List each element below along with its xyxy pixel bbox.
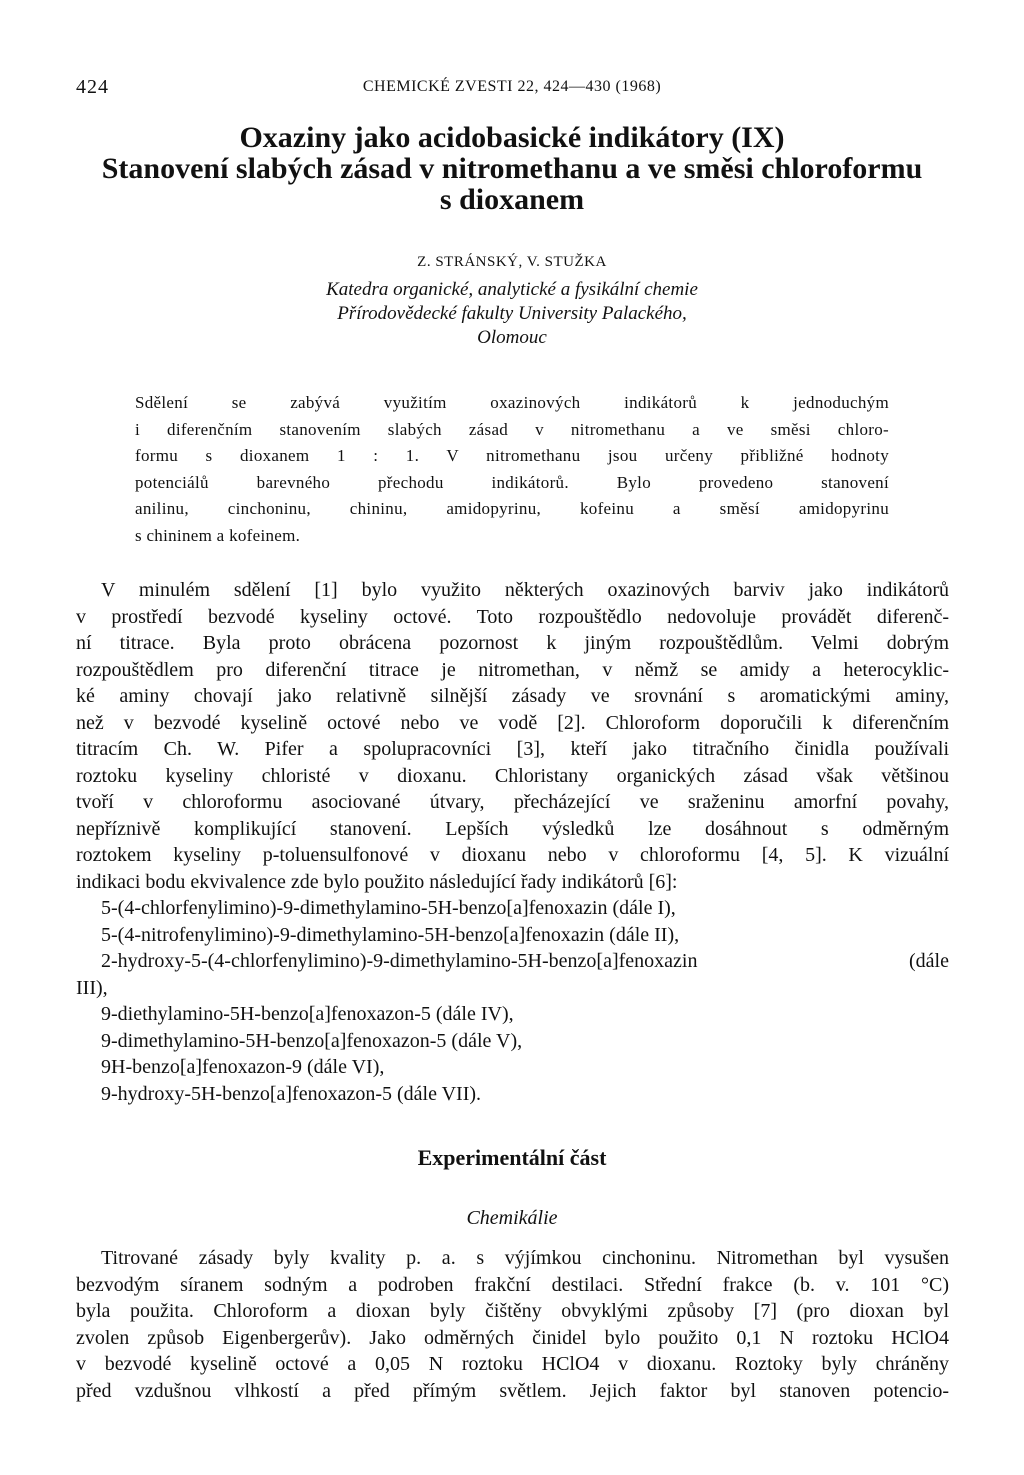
- body-line: v prostředí bezvodé kyseliny octové. Toto rozpouštědlo nedovoluje provádět diferenč-: [76, 605, 949, 628]
- section-heading: Experimentální část: [417, 1145, 607, 1170]
- affiliation-line: Olomouc: [477, 327, 547, 348]
- body-line: v bezvodé kyselině octové a 0,05 N roztoku HClO4 v dioxanu. Roztoky byly chráněny: [76, 1353, 949, 1375]
- journal-citation: CHEMICKÉ ZVESTI 22, 424—430 (1968): [362, 78, 662, 95]
- indicator-item: 5-(4-nitrofenylimino)-9-dimethylamino-5H-benzo[a]fenoxazin (dále II),: [101, 923, 680, 946]
- indicator-item: [76, 948, 949, 975]
- body-line: zvolen způsob Eigenbergerův). Jako odměrných činidel bylo použito 0,1 N roztoku HClO4: [76, 1326, 949, 1349]
- indicator-item: 5-(4-chlorfenylimino)-9-dimethylamino-5H-benzo[a]fenoxazin (dále I),: [101, 897, 676, 919]
- indicator-item: 9-dimethylamino-5H-benzo[a]fenoxazon-5 (dále V),: [101, 1029, 523, 1052]
- indicator-item: 9-diethylamino-5H-benzo[a]fenoxazon-5 (dále IV),: [101, 1003, 514, 1025]
- abstract-line: s chininem a kofeinem.: [135, 525, 301, 545]
- body-line: rozpouštědlem pro diferenční titrace je nitromethan, v němž se amidy a heterocyklic-: [76, 658, 949, 681]
- abstract-line: i diferenčním stanovením slabých zásad v nitromethanu a ve směsi chloro-: [135, 419, 889, 439]
- page-number: 424: [76, 76, 109, 98]
- body-chemicals: [76, 1245, 949, 1404]
- body-line: ní titrace. Byla proto obrácena pozornost k jiným rozpouštědlům. Velmi dobrým: [76, 632, 949, 654]
- abstract-line: Sdělení se zabývá využitím oxazinových indikátorů k jednoduchým: [135, 393, 889, 412]
- body-line: titracím Ch. W. Pifer a spolupracovníci [3], kteří jako titračního činidla používali: [76, 738, 949, 760]
- indicator-item: 9-hydroxy-5H-benzo[a]fenoxazon-5 (dále VII).: [101, 1082, 482, 1105]
- article-title: [0, 122, 1024, 215]
- affiliation-line: Katedra organické, analytické a fysikální chemie: [326, 279, 698, 300]
- body-line: bezvodým síranem sodným a podroben frakční destilaci. Střední frakce (b. v. 101 °C): [76, 1273, 949, 1296]
- authors: Z. STRÁNSKÝ, V. STUŽKA: [417, 254, 607, 270]
- body-line: než v bezvodé kyselině octové nebo ve vodě [2]. Chloroform doporučili k diferenčním: [76, 711, 949, 734]
- body-line: nepříznivě komplikující stanovení. Lepších výsledků lze dosáhnout s odměrným: [76, 817, 949, 840]
- body-line: ké aminy chovají jako relativně silnější zásady ve srovnání s aromatickými aminy,: [76, 685, 949, 707]
- title-line: Oxaziny jako acidobasické indikátory (IX): [239, 121, 785, 154]
- body-line: byla použita. Chloroform a dioxan byly čištěny obvyklými způsoby [7] (pro dioxan byl: [76, 1300, 949, 1322]
- body-line: V minulém sdělení [1] bylo využito některých oxazinových barviv jako indikátorů: [101, 579, 949, 601]
- subsection-heading: Chemikálie: [466, 1207, 558, 1229]
- body-line: Titrované zásady byly kvality p. a. s výjímkou cinchoninu. Nitromethan byl vysušen: [101, 1247, 949, 1269]
- indicator-item-text: 2-hydroxy-5-(4-chlorfenylimino)-9-dimethylamino-5H-benzo[a]fenoxazin: [101, 950, 698, 972]
- abstract: [135, 390, 889, 549]
- body-line: tvoří v chloroformu asociované útvary, přecházející ve sraženinu amorfní povahy,: [76, 791, 949, 813]
- body-line: roztoku kyseliny chloristé v dioxanu. Chloristany organických zásad však většinou: [76, 764, 949, 787]
- indicator-item-suffix: (dále: [909, 950, 949, 972]
- title-line: s dioxanem: [439, 183, 585, 216]
- body-introduction: [76, 577, 949, 1107]
- body-line: roztokem kyseliny p-toluensulfonové v dioxanu nebo v chloroformu [4, 5]. K vizuální: [76, 844, 949, 866]
- body-line: před vzdušnou vlhkostí a před přímým světlem. Jejich faktor byl stanoven potencio-: [76, 1379, 949, 1402]
- title-line: Stanovení slabých zásad v nitromethanu a ve směsi chloroformu: [101, 152, 923, 185]
- body-line: indikaci bodu ekvivalence zde bylo použito následující řady indikátorů [6]:: [76, 870, 678, 893]
- running-header: [76, 76, 948, 100]
- indicator-item: 9H-benzo[a]fenoxazon-9 (dále VI),: [101, 1056, 385, 1078]
- abstract-line: potenciálů barevného přechodu indikátorů. Bylo provedeno stanovení: [135, 472, 889, 492]
- affiliation: [0, 278, 1024, 350]
- indicator-item-continuation: III),: [76, 976, 108, 999]
- abstract-line: formu s dioxanem 1 : 1. V nitromethanu jsou určeny přibližné hodnoty: [135, 446, 889, 465]
- abstract-line: anilinu, cinchoninu, chininu, amidopyrinu, kofeinu a směsí amidopyrinu: [135, 499, 889, 518]
- affiliation-line: Přírodovědecké fakulty University Palackého,: [337, 303, 687, 324]
